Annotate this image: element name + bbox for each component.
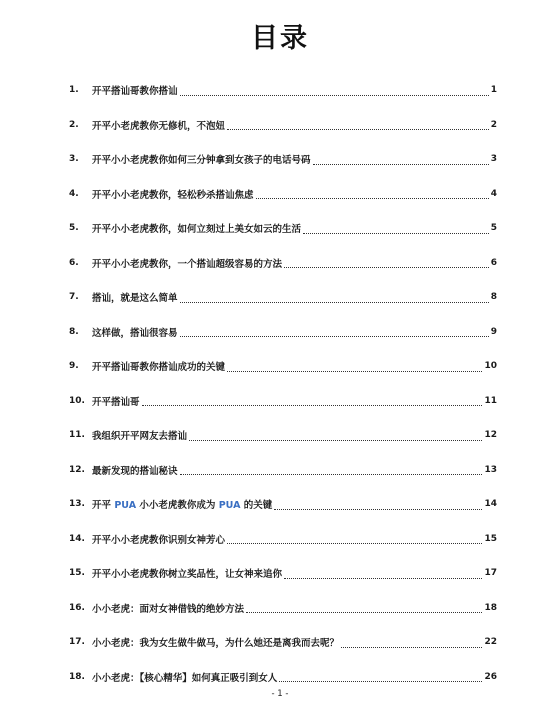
toc-number: 13. [69,499,85,510]
table-of-contents [69,73,497,694]
toc-entry[interactable] [69,487,497,522]
toc-title: 我组织开平网友去搭讪 [92,431,188,443]
toc-entry[interactable] [69,142,497,177]
toc-title: 小小老虎：我为女生做牛做马，为什么她还是离我而去呢？ [92,638,340,650]
toc-title: 小小老虎：【核心精华】如何真正吸引到女人 [92,672,278,684]
toc-page-number: 15 [484,533,497,544]
toc-page-number: 1 [490,85,497,96]
toc-number: 16. [69,602,85,613]
dot-leader [142,404,483,406]
dot-leader [189,439,482,441]
toc-number: 17. [69,637,85,648]
dot-leader [279,680,482,682]
toc-entry[interactable] [69,384,497,419]
dot-leader [284,577,482,579]
toc-number: 9. [69,361,79,372]
toc-page-number: 12 [484,430,497,441]
toc-title [92,497,272,511]
toc-number: 4. [69,188,79,199]
toc-entry[interactable] [69,246,497,281]
toc-page-number: 13 [484,464,497,475]
toc-title: 这样做，搭讪很容易 [92,327,178,339]
toc-title: 最新发现的搭讪秘诀 [92,465,178,477]
toc-title: 开平小老虎教你无修机，不泡妞 [92,120,226,132]
toc-entry[interactable] [69,349,497,384]
pua-highlight: PUA [218,500,241,512]
toc-page-number: 9 [490,326,497,337]
toc-number: 8. [69,326,79,337]
toc-page-number: 14 [484,499,497,510]
toc-number: 15. [69,568,85,579]
toc-page-number: 6 [490,257,497,268]
toc-number: 12. [69,464,85,475]
dot-leader [227,370,482,372]
dot-leader [180,301,489,303]
toc-title-part: 的关键 [240,500,273,512]
toc-page-number: 26 [484,671,497,682]
toc-title: 小小老虎：面对女神借钱的绝妙方法 [92,603,245,615]
dot-leader [227,542,482,544]
dot-leader [303,232,489,234]
toc-number: 1. [69,85,79,96]
dot-leader [180,473,483,475]
toc-title: 开平搭讪哥 [92,396,140,408]
toc-number: 11. [69,430,85,441]
toc-number: 6. [69,257,79,268]
toc-title: 开平小小老虎教你如何三分钟拿到女孩子的电话号码 [92,155,311,167]
toc-page-number: 11 [484,395,497,406]
pua-highlight: PUA [114,500,137,512]
dot-leader [256,197,489,199]
toc-page-number: 4 [490,188,497,199]
toc-entry[interactable] [69,280,497,315]
toc-entry[interactable] [69,453,497,488]
page-title: 目录 [251,23,309,54]
toc-title: 搭讪，就是这么简单 [92,293,178,305]
toc-title: 开平搭讪哥教你搭讪 [92,86,178,98]
toc-page-number: 5 [490,223,497,234]
toc-page-number: 2 [490,119,497,130]
dot-leader [180,94,489,96]
toc-page-number: 18 [484,602,497,613]
toc-number: 14. [69,533,85,544]
toc-title: 开平小小老虎教你，一个搭讪超级容易的方法 [92,258,283,270]
dot-leader [227,128,489,130]
toc-page-number: 10 [484,361,497,372]
toc-number: 7. [69,292,79,303]
toc-title: 开平小小老虎教你，轻松秒杀搭讪焦虑 [92,189,254,201]
toc-entry[interactable] [69,177,497,212]
dot-leader [341,646,482,648]
toc-entry[interactable] [69,625,497,660]
toc-entry[interactable] [69,522,497,557]
toc-entry[interactable] [69,211,497,246]
toc-title-part: 开平 [92,500,115,512]
toc-entry[interactable] [69,591,497,626]
dot-leader [246,611,482,613]
dot-leader [274,508,482,510]
toc-number: 5. [69,223,79,234]
toc-title: 开平小小老虎教你树立奖品性，让女神来追你 [92,569,283,581]
toc-entry[interactable] [69,315,497,350]
toc-title: 开平搭讪哥教你搭讪成功的关键 [92,362,226,374]
dot-leader [180,335,489,337]
toc-title-part: 小小老虎教你成为 [136,500,219,512]
toc-title: 开平小小老虎教你，如何立刻过上美女如云的生活 [92,224,302,236]
toc-entry[interactable] [69,73,497,108]
toc-title: 开平小小老虎教你识别女神芳心 [92,534,226,546]
dot-leader [284,266,489,268]
toc-page-number: 3 [490,154,497,165]
toc-page-number: 22 [484,637,497,648]
toc-entry[interactable] [69,556,497,591]
toc-number: 3. [69,154,79,165]
toc-number: 10. [69,395,85,406]
dot-leader [313,163,489,165]
toc-number: 2. [69,119,79,130]
toc-page-number: 17 [484,568,497,579]
toc-entry[interactable] [69,108,497,143]
toc-entry[interactable] [69,418,497,453]
page-footer-number: - 1 - [271,689,289,699]
toc-number: 18. [69,671,85,682]
toc-page-number: 8 [490,292,497,303]
